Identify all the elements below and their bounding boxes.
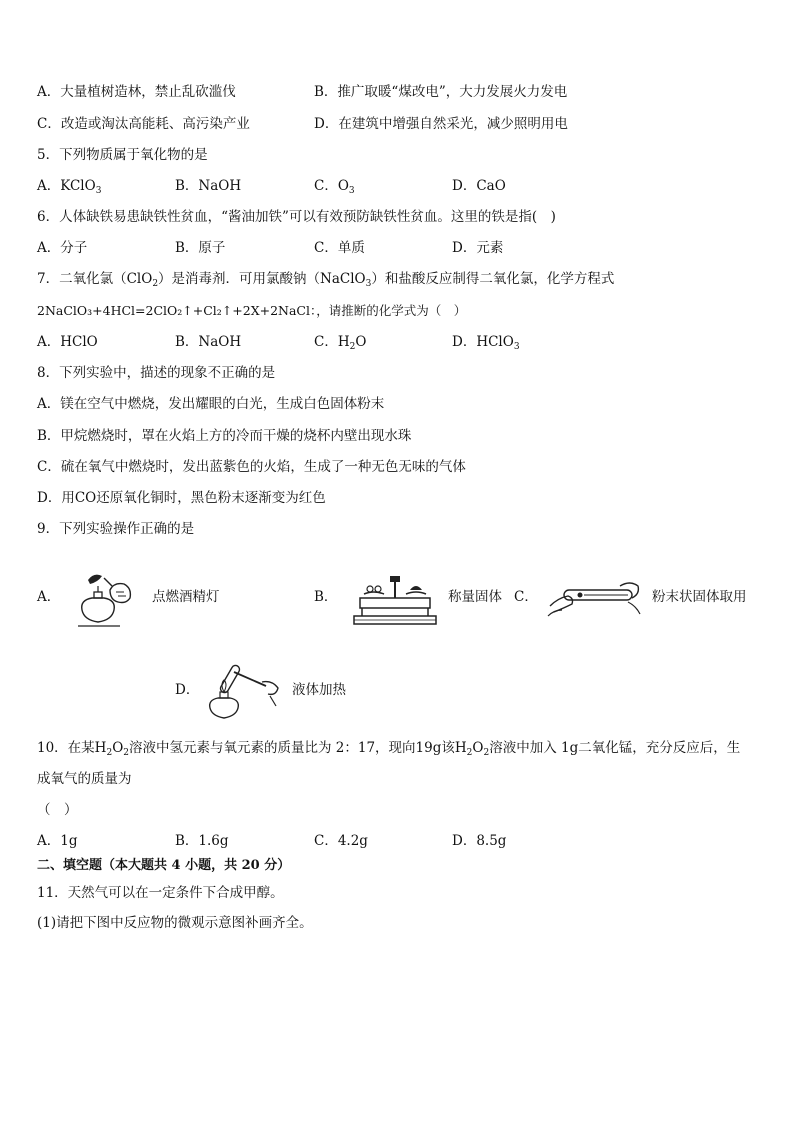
q11-sub-question-1: (1)请把下图中反应物的微观示意图补画齐全。 xyxy=(37,915,313,931)
q9-option-c-label: 粉末状固体取用 xyxy=(652,589,747,605)
q10-option-d: D．8.5g xyxy=(452,833,507,849)
q7-equation: 2NaClO₃+4HCl=2ClO₂↑+Cl₂↑+2X+2NaCl：，请推断的化学式为（ ） xyxy=(37,303,467,318)
q9-stem: 9．下列实验操作正确的是 xyxy=(37,521,195,537)
q9-option-c-letter: C． xyxy=(514,589,538,605)
q5-stem: 5．下列物质属于氧化物的是 xyxy=(37,147,208,163)
q5-option-c: C．$O_3$ xyxy=(314,178,355,196)
q7-option-a: A．HClO xyxy=(37,334,98,350)
q9-option-a-letter: A． xyxy=(37,589,61,605)
q7-option-b: B．NaOH xyxy=(175,334,242,350)
q4-option-c: C．改造或淘汰高能耗、高污染产业 xyxy=(37,116,250,132)
q8-option-c: C．硫在氧气中燃烧时，发出蓝紫色的火焰，生成了一种无色无味的气体 xyxy=(37,459,466,475)
q9-option-d-letter: D． xyxy=(175,682,200,698)
balance-scale-figure xyxy=(350,572,440,628)
q6-option-c: C．单质 xyxy=(314,240,365,256)
q4-option-b: B．推广取暖“煤改电”，大力发展火力发电 xyxy=(314,84,568,100)
q7-stem: 7．二氧化氯（ClO$_2$）是消毒剂．可用氯酸钠（NaClO$_3$）和盐酸反应制得二氧化氯，化学方程式 xyxy=(37,271,615,289)
q6-option-a: A．分子 xyxy=(37,240,88,256)
q5-option-d: D．CaO xyxy=(452,178,506,194)
q8-option-d: D．用CO还原氧化铜时，黑色粉末逐渐变为红色 xyxy=(37,490,326,506)
q7-option-d: D．HClO$_3$ xyxy=(452,334,520,352)
q8-option-b: B．甲烷燃烧时，罩在火焰上方的冷而干燥的烧杯内壁出现水珠 xyxy=(37,428,412,444)
q6-stem: 6．人体缺铁易患缺铁性贫血，“酱油加铁”可以有效预防缺铁性贫血。这里的铁是指( ) xyxy=(37,209,556,225)
q5-option-b: B．NaOH xyxy=(175,178,242,194)
q9-option-b-label: 称量固体 xyxy=(448,589,502,605)
q9-option-a-label: 点燃酒精灯 xyxy=(152,589,220,605)
q8-option-a: A．镁在空气中燃烧，发出耀眼的白光，生成白色固体粉末 xyxy=(37,396,385,412)
lighting-alcohol-lamp-figure xyxy=(70,570,142,630)
q7-option-c: C．$H_2O$ xyxy=(314,334,367,352)
q10-option-a: A．1g xyxy=(37,833,78,849)
q6-option-b: B．原子 xyxy=(175,240,226,256)
q5-option-a: A．KClO$_3$ xyxy=(37,178,102,196)
q4-option-d: D．在建筑中增强自然采光，减少照明用电 xyxy=(314,116,568,132)
heating-liquid-figure xyxy=(200,660,284,722)
q10-option-b: B．1.6g xyxy=(175,833,229,849)
section-2-title: 二、填空题（本大题共 4 小题，共 20 分） xyxy=(37,858,291,873)
q10-option-c: C．4.2g xyxy=(314,833,368,849)
q9-option-d-label: 液体加热 xyxy=(292,682,346,698)
q11-stem: 11．天然气可以在一定条件下合成甲醇。 xyxy=(37,885,284,901)
q6-option-d: D．元素 xyxy=(452,240,504,256)
q10-answer-blank: （ ） xyxy=(37,802,78,818)
q10-stem-line1: 10．在某$H_2O_2$溶液中氢元素与氧元素的质量比为 2：17，现向19g该$H_2O_2$溶液中加入 1g二氧化锰，充分反应后，生 xyxy=(37,740,741,758)
q4-option-a: A．大量植树造林，禁止乱砍滥伐 xyxy=(37,84,236,100)
q10-stem-line2: 成氧气的质量为 xyxy=(37,771,132,787)
powder-test-tube-figure xyxy=(544,576,644,620)
q9-option-b-letter: B． xyxy=(314,589,338,605)
q8-stem: 8．下列实验中，描述的现象不正确的是 xyxy=(37,365,276,381)
